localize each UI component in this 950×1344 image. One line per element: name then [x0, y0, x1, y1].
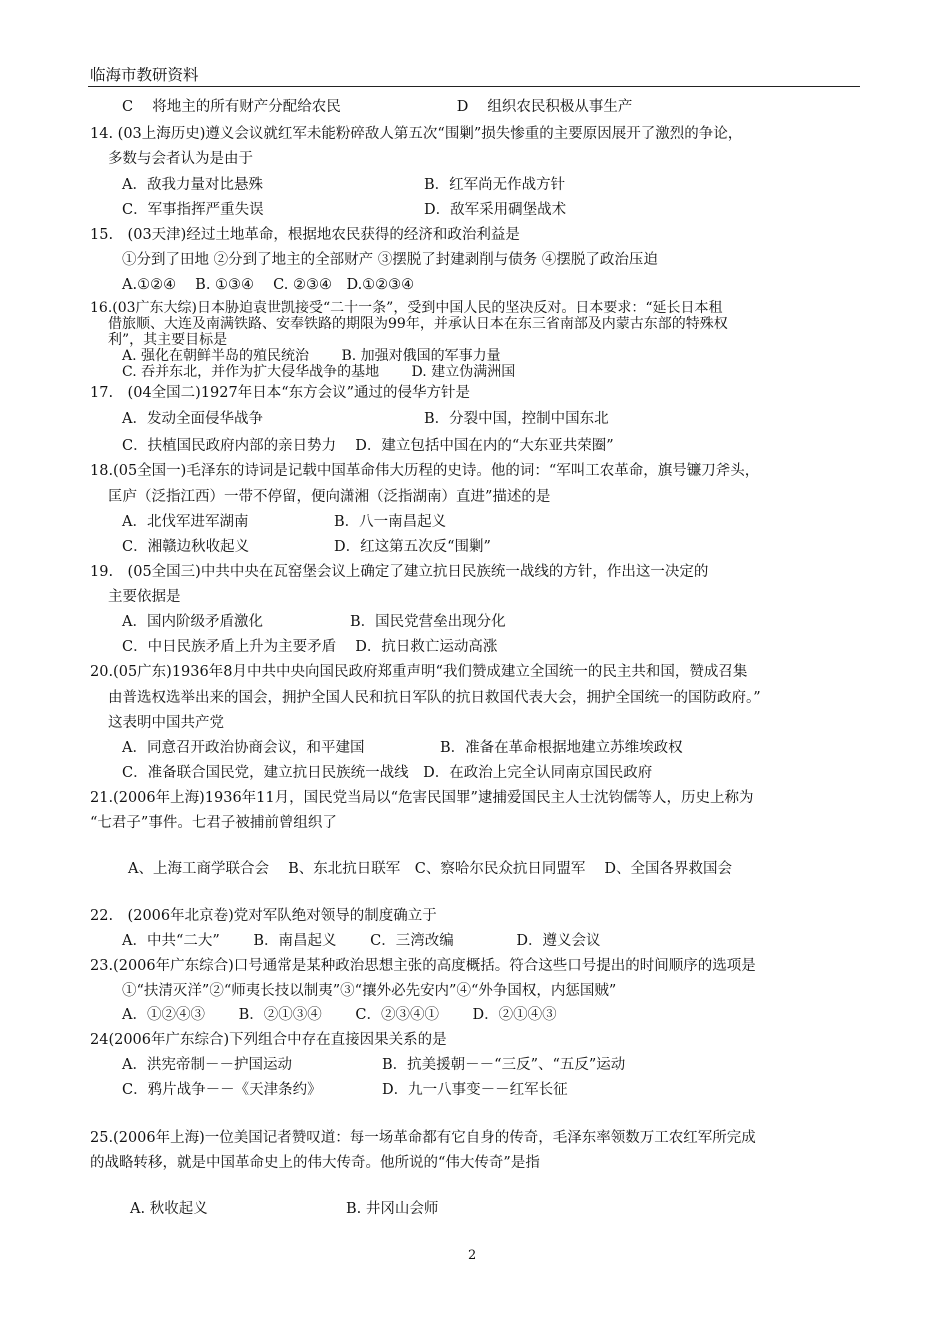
q24-option-b: B．抗美援朝－－“三反”、“五反”运动 — [382, 1057, 626, 1073]
q20-stem-cont: 由普选权选举出来的国会，拥护全国人民和抗日军队的抗日救国代表大会，拥护全国统一的国防政府。” — [108, 690, 761, 706]
q24-option-a: A．洪宪帝制－－护国运动 — [122, 1057, 292, 1073]
q17-option-b: B．分裂中国，控制中国东北 — [424, 411, 609, 427]
q16-options-cd: C. 吞并东北，并作为扩大侵华战争的基地 D. 建立伪满洲国 — [122, 364, 516, 380]
q25-option-b: B. 井冈山会师 — [346, 1201, 439, 1217]
q19-option-a: A．国内阶级矛盾激化 — [122, 614, 263, 630]
page-number: 2 — [468, 1248, 477, 1263]
q15-items: ①分到了田地 ②分到了地主的全部财产 ③摆脱了封建剥削与债务 ④摆脱了政治压迫 — [122, 252, 658, 268]
q14-option-b: B．红军尚无作战方针 — [424, 177, 566, 193]
q23-stem: 23.(2006年广东综合)口号通常是某种政治思想主张的高度概括。符合这些口号提出的时间顺序的选项是 — [90, 958, 756, 974]
q15-options: A.①②④ B. ①③④ C. ②③④ D.①②③④ — [122, 277, 415, 293]
q19-option-b: B．国民党营垒出现分化 — [350, 614, 506, 630]
q14-option-a: A．敌我力量对比悬殊 — [122, 177, 263, 193]
q24-option-d: D．九一八事变－－红军长征 — [382, 1082, 568, 1098]
q25-option-a: A. 秋收起义 — [130, 1201, 208, 1217]
q17-option-a: A．发动全面侵华战争 — [122, 411, 263, 427]
q22-stem: 22. (2006年北京卷)党对军队绝对领导的制度确立于 — [90, 908, 437, 924]
q16-stem-cont: 借旅顺、大连及南满铁路、安奉铁路的期限为99年，并承认日本在东三省南部及内蒙古东部的特殊权 — [108, 316, 728, 332]
q17-stem: 17. (04全国二)1927年日本“东方会议”通过的侵华方针是 — [90, 385, 471, 401]
q14-option-d: D．敌军采用碉堡战术 — [424, 202, 567, 218]
q21-stem: 21.(2006年上海)1936年11月，国民党当局以“危害民国罪”逮捕爱国民主人士沈钧儒等人，历史上称为 — [90, 790, 754, 806]
q25-stem-cont: 的战略转移，就是中国革命史上的伟大传奇。他所说的“伟大传奇”是指 — [90, 1155, 540, 1171]
q18-stem: 18.(05全国一)毛泽东的诗词是记载中国革命伟大历程的史诗。他的词：“军叫工农革命，旗号镰刀斧头， — [90, 463, 760, 479]
q18-option-c: C．湘赣边秋收起义 — [122, 539, 250, 555]
q17-options-cd: C．扶植国民政府内部的亲日势力 D．建立包括中国在内的“大东亚共荣圈” — [122, 438, 614, 454]
q21-options: A、上海工商学联合会 B、东北抗日联军 C、察哈尔民众抗日同盟军 D、全国各界救国会 — [128, 861, 733, 877]
q20-stem-cont2: 这表明中国共产党 — [108, 715, 224, 731]
q18-stem-cont: 匡庐（泛指江西）一带不停留，便向潇湘（泛指湖南）直进”描述的是 — [108, 489, 551, 505]
q25-stem: 25.(2006年上海)一位美国记者赞叹道：每一场革命都有它自身的传奇，毛泽东率领数万工农红军所完成 — [90, 1130, 756, 1146]
q20-stem: 20.(05广东)1936年8月中共中央向国民政府郑重声明“我们赞成建立全国统一的民主共和国，赞成召集 — [90, 664, 748, 680]
q16-stem-cont2: 利”，其主要目标是 — [108, 332, 228, 348]
q24-option-c: C．鸦片战争－－《天津条约》 — [122, 1082, 322, 1098]
q19-options-cd: C．中日民族矛盾上升为主要矛盾 D．抗日救亡运动高涨 — [122, 639, 498, 655]
q20-options-cd: C．准备联合国民党，建立抗日民族统一战线 D．在政治上完全认同南京国民政府 — [122, 765, 653, 781]
q20-option-a: A．同意召开政治协商会议，和平建国 — [122, 740, 365, 756]
q15-stem: 15. (03天津)经过土地革命，根据地农民获得的经济和政治利益是 — [90, 227, 520, 243]
q23-options: A．①②④③ B．②①③④ C．②③④① D．②①④③ — [122, 1007, 557, 1023]
q14-stem-cont: 多数与会者认为是由于 — [108, 151, 253, 167]
q21-stem-cont: “七君子”事件。七君子被捕前曾组织了 — [90, 815, 337, 831]
q22-options: A．中共“二大” B．南昌起义 C．三湾改编 D．遵义会议 — [122, 933, 601, 949]
q18-option-b: B．八一南昌起义 — [334, 514, 447, 530]
q16-options-ab: A. 强化在朝鲜半岛的殖民统治 B. 加强对俄国的军事力量 — [122, 348, 501, 364]
header-title: 临海市教研资料 — [90, 66, 199, 84]
q19-stem-cont: 主要依据是 — [108, 589, 181, 605]
q18-option-d: D．红这第五次反“围剿” — [334, 539, 491, 555]
q16-stem: 16.(03广东大综)日本胁迫袁世凯接受“二十一条”，受到中国人民的坚决反对。日本要求：“延长日本租 — [90, 300, 723, 316]
q23-items: ①“扶清灭洋”②“师夷长技以制夷”③“攘外必先安内”④“外争国权，内惩国贼” — [122, 983, 617, 999]
header-rule — [88, 86, 860, 87]
q14-stem: 14. (03上海历史)遵义会议就红军未能粉碎敌人第五次“围剿”损失惨重的主要原因展开了激烈的争论， — [90, 126, 743, 142]
q13-options-cd: C 将地主的所有财产分配给农民 D 组织农民积极从事生产 — [122, 99, 633, 115]
q20-option-b: B．准备在革命根据地建立苏维埃政权 — [440, 740, 683, 756]
q14-option-c: C．军事指挥严重失误 — [122, 202, 264, 218]
q24-stem: 24(2006年广东综合)下列组合中存在直接因果关系的是 — [90, 1032, 447, 1048]
q19-stem: 19. (05全国三)中共中央在瓦窑堡会议上确定了建立抗日民族统一战线的方针，作出这一决定的 — [90, 564, 709, 580]
q18-option-a: A．北伐军进军湖南 — [122, 514, 249, 530]
